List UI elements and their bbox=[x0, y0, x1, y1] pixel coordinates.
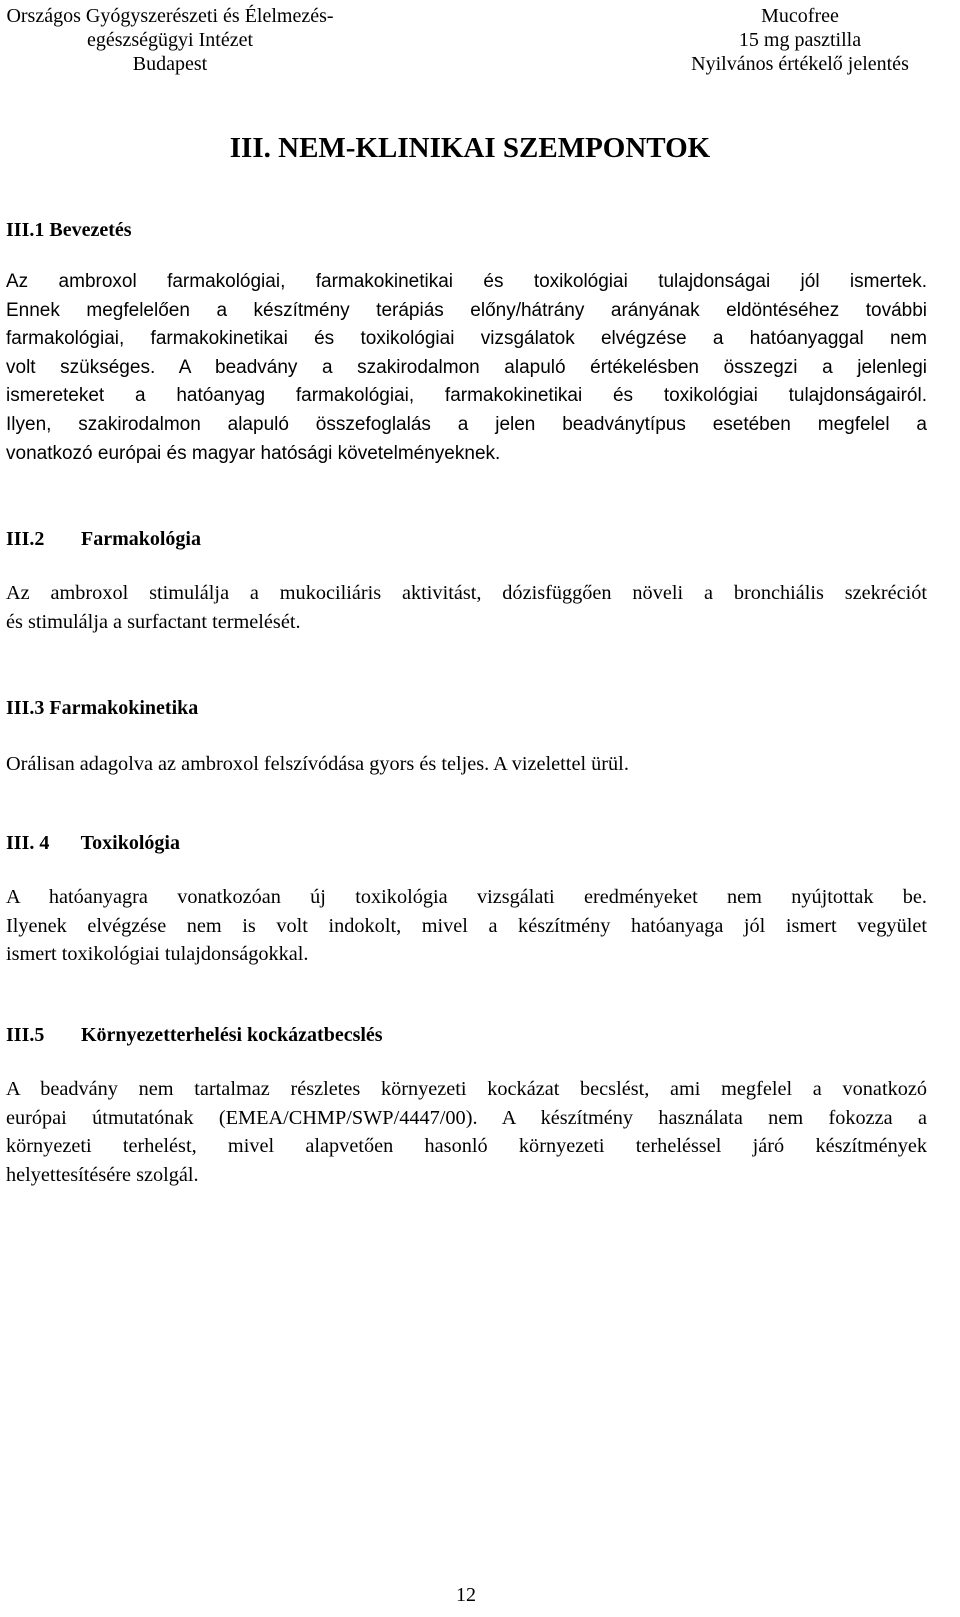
section-number: III.5 bbox=[6, 1024, 45, 1046]
section-title: Farmakokinetika bbox=[49, 697, 199, 719]
paragraph-line: A beadvány nem tartalmaz részletes környezeti kockázat becslést, ami megfelel a vonatkozó bbox=[6, 1078, 927, 1100]
section-body-pharmacokinetics bbox=[6, 750, 927, 779]
section-body-introduction bbox=[6, 268, 927, 468]
page-title: III. NEM-KLINIKAI SZEMPONTOK bbox=[229, 132, 711, 164]
header-institution bbox=[0, 4, 340, 76]
section-number: III.2 bbox=[6, 528, 45, 550]
section-number: III.3 bbox=[6, 697, 45, 719]
section-title: Környezetterhelési kockázatbecslés bbox=[81, 1024, 383, 1046]
paragraph-line: Ennek megfelelően a készítmény terápiás előny/hátrány arányának eldöntéséhez további bbox=[6, 299, 927, 321]
paragraph-line: volt szükséges. A beadvány a szakirodalmon alapuló értékelésben összegzi a jelenlegi bbox=[6, 356, 927, 378]
header-institution-line: Budapest bbox=[132, 53, 208, 75]
page-number: 12 bbox=[456, 1584, 476, 1606]
paragraph-line: ismereteket a hatóanyag farmakológiai, farmakokinetikai és toxikológiai tulajdonságairól. bbox=[6, 385, 927, 407]
paragraph-line: Ilyen, szakirodalmon alapuló összefoglalás a jelen beadványtípus esetében megfelel a bbox=[6, 413, 927, 435]
section-body-environmental-risk bbox=[6, 1075, 927, 1189]
paragraph-line: Orálisan adagolva az ambroxol felszívódása gyors és teljes. A vizelettel ürül. bbox=[6, 753, 629, 775]
paragraph-line: Ilyenek elvégzése nem is volt indokolt, mivel a készítmény hatóanyaga jól ismert vegyület bbox=[6, 914, 927, 937]
section-body-pharmacology bbox=[6, 579, 927, 636]
header-institution-line: Országos Gyógyszerészeti és Élelmezés- bbox=[6, 5, 334, 27]
paragraph-line: A hatóanyagra vonatkozóan új toxikológia vizsgálati eredményeket nem nyújtottak be. bbox=[6, 886, 927, 908]
header-product bbox=[640, 4, 960, 76]
section-heading-toxicology bbox=[6, 830, 180, 856]
section-heading-pharmacokinetics bbox=[6, 695, 198, 721]
paragraph-line: Az ambroxol farmakológiai, farmakokinetikai és toxikológiai tulajdonságai jól ismertek. bbox=[6, 271, 927, 292]
section-number: III. 4 bbox=[6, 832, 50, 854]
paragraph-line: ismert toxikológiai tulajdonságokkal. bbox=[6, 943, 309, 966]
section-heading-pharmacology bbox=[6, 526, 201, 552]
section-heading-introduction bbox=[6, 217, 132, 243]
header-product-line: 15 mg pasztilla bbox=[738, 29, 862, 51]
paragraph-line: környezeti terhelést, mivel alapvetően hasonló környezeti terheléssel járó készítmények bbox=[6, 1135, 927, 1158]
paragraph-line: helyettesítésére szolgál. bbox=[6, 1163, 199, 1186]
section-title: Bevezetés bbox=[49, 219, 132, 241]
header-product-line: Mucofree bbox=[761, 5, 839, 27]
paragraph-line: farmakológiai, farmakokinetikai és toxikológiai vizsgálatok elvégzése a hatóanyaggal nem bbox=[6, 328, 927, 350]
section-title: Toxikológia bbox=[80, 832, 180, 854]
paragraph-line: és stimulálja a surfactant termelését. bbox=[6, 610, 301, 633]
header-institution-line: egészségügyi Intézet bbox=[86, 29, 254, 51]
header-product-line: Nyilvános értékelő jelentés bbox=[691, 53, 909, 75]
paragraph-line: vonatkozó európai és magyar hatósági követelményeknek. bbox=[6, 442, 501, 464]
section-title: Farmakológia bbox=[81, 528, 201, 550]
section-body-toxicology bbox=[6, 883, 927, 969]
section-number: III.1 bbox=[6, 219, 45, 241]
section-heading-environmental-risk bbox=[6, 1022, 383, 1048]
paragraph-line: európai útmutatónak (EMEA/CHMP/SWP/4447/00). A készítmény használata nem fokozza a bbox=[6, 1106, 927, 1129]
paragraph-line: Az ambroxol stimulálja a mukociliáris aktivitást, dózisfüggően növeli a bronchiális szekréciót bbox=[6, 582, 927, 604]
